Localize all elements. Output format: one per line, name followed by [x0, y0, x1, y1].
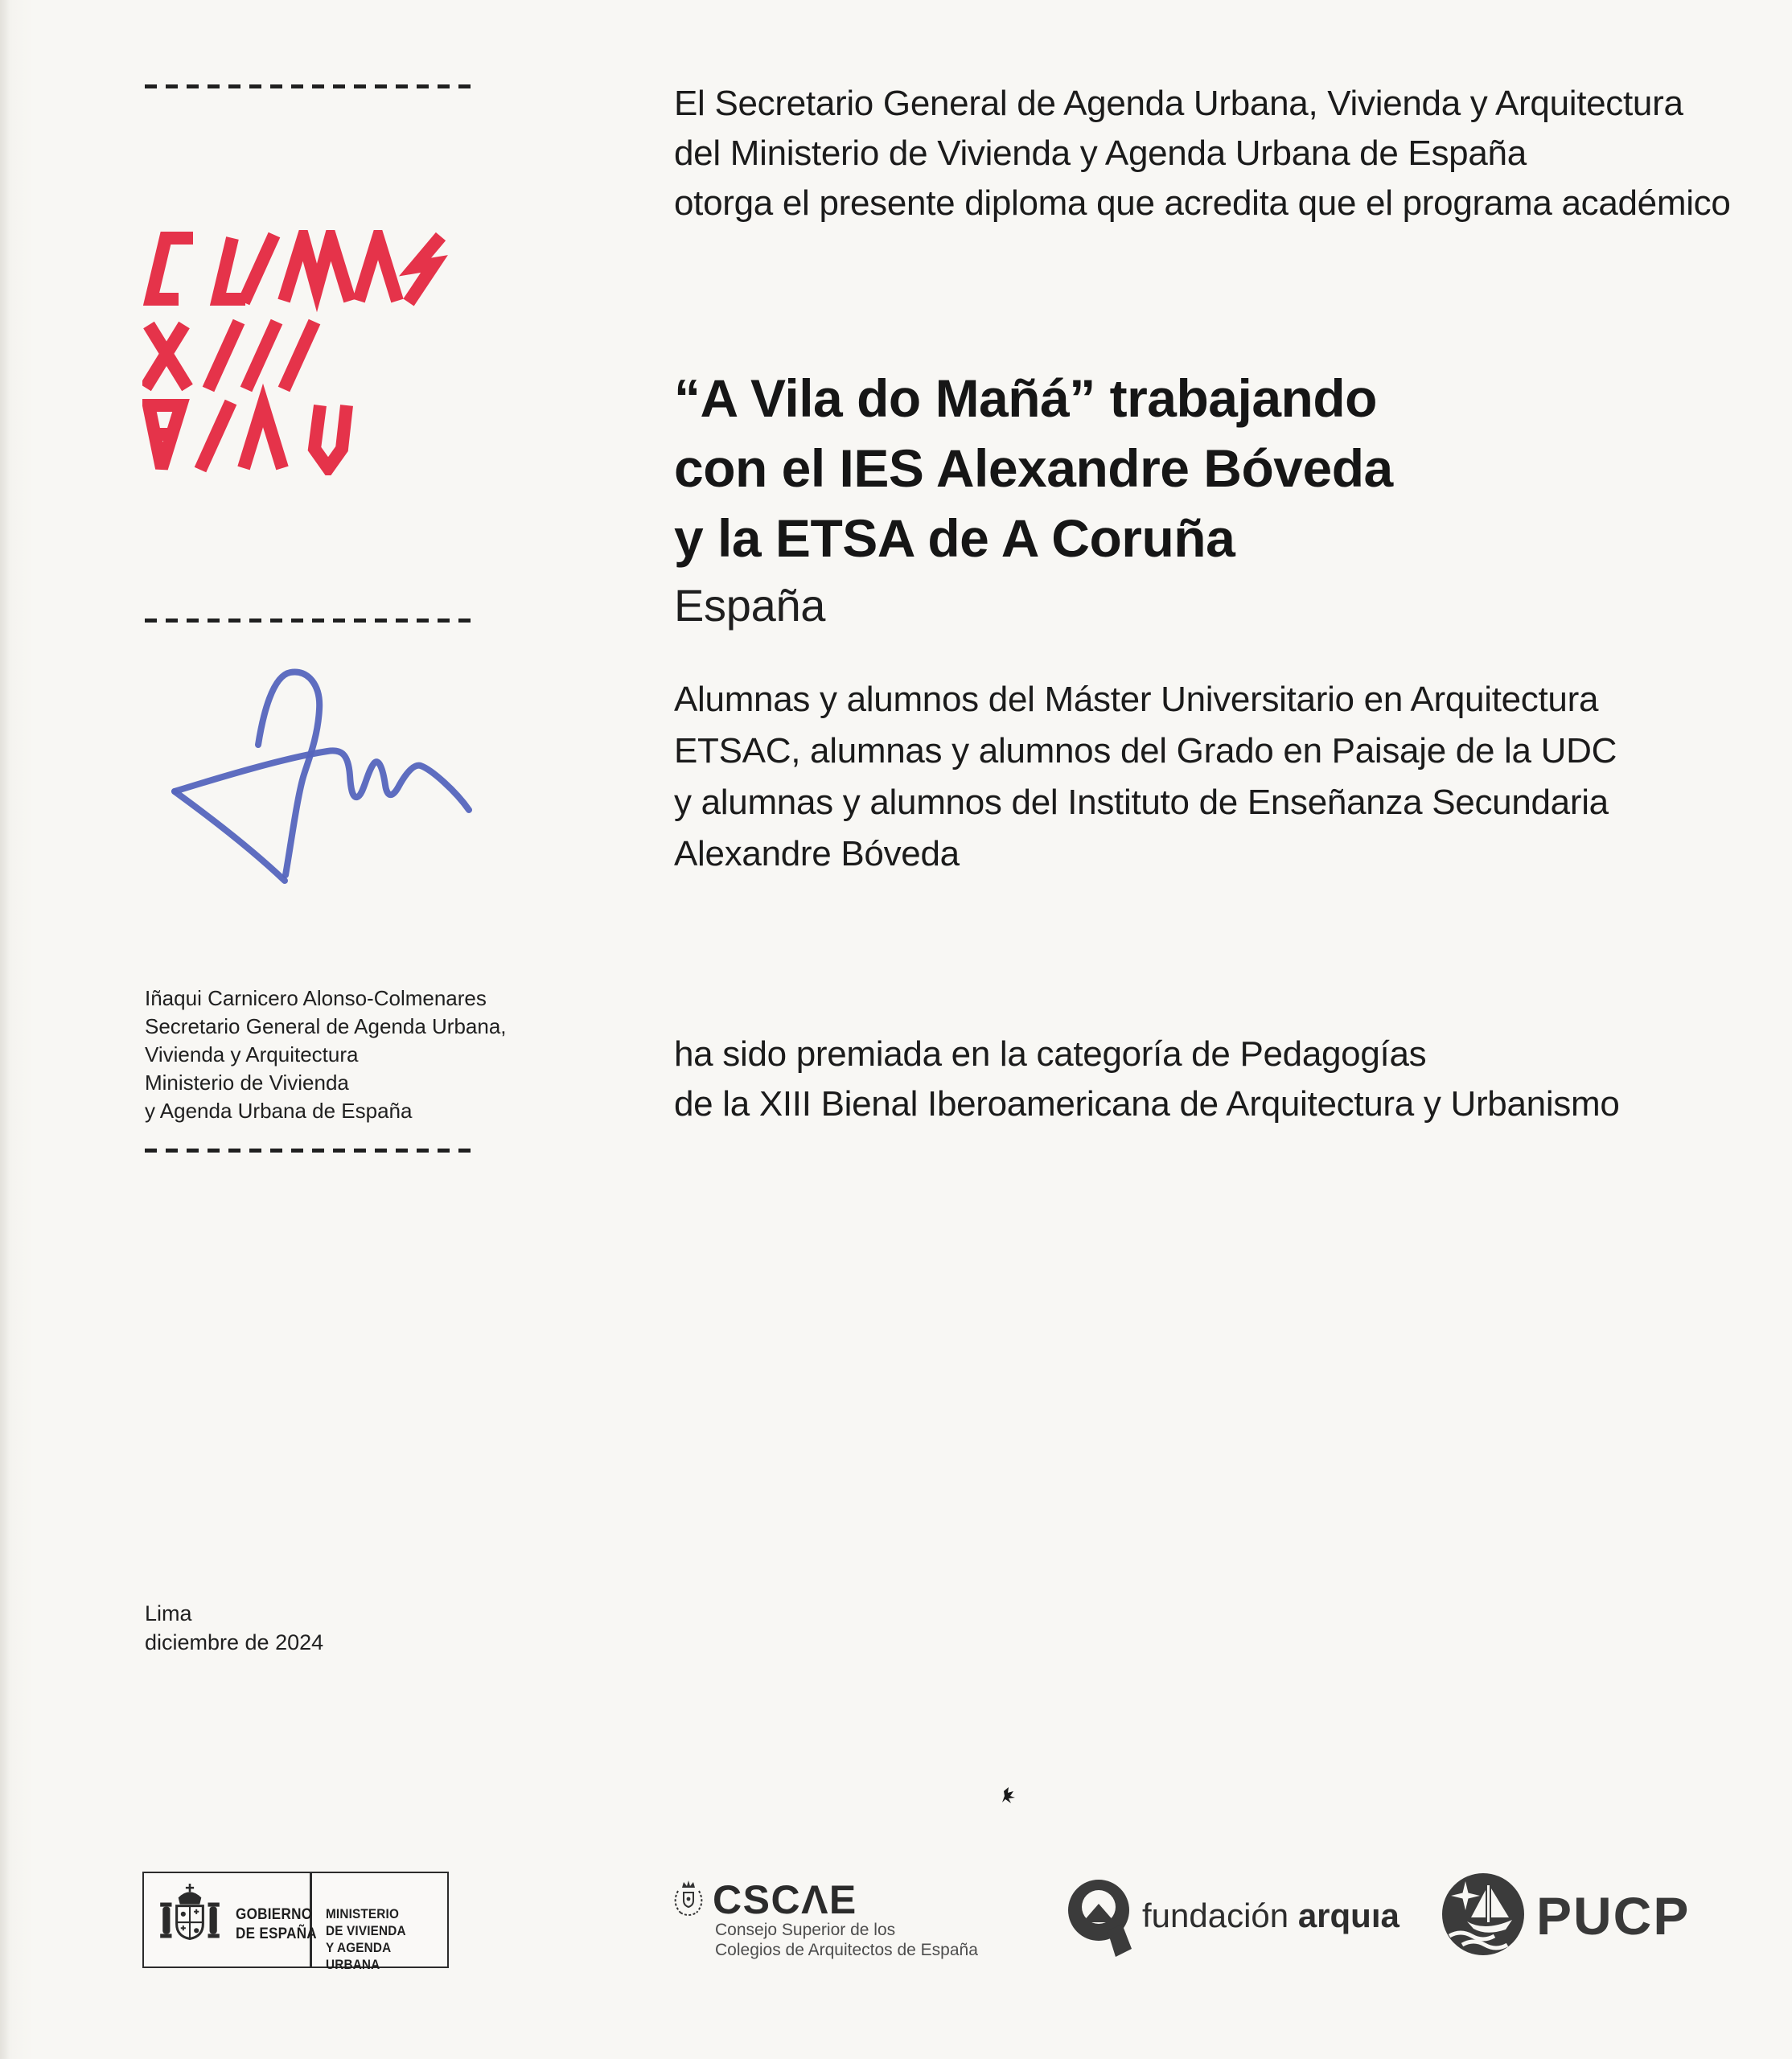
signatory-role-line: y Agenda Urbana de España — [145, 1099, 413, 1123]
recipients-line: Alumnas y alumnos del Máster Universitario en Arquitectura — [674, 680, 1599, 719]
program-title — [674, 364, 1393, 573]
cscae-subtitle — [715, 1920, 978, 1960]
ink-speck — [1000, 1786, 1017, 1805]
signatory-role-line: Ministerio de Vivienda — [145, 1071, 349, 1095]
issuer-line: otorga el presente diploma que acredita que el programa académico — [674, 183, 1731, 223]
cscae-wordmark: CSCΛE — [713, 1877, 857, 1922]
issuer-paragraph — [674, 79, 1731, 228]
divider-dashed-middle — [145, 619, 471, 623]
program-title-line: “A Vila do Mañá” trabajando — [674, 368, 1377, 428]
award-line: de la XIII Bienal Iberoamericana de Arquitectura y Urbanismo — [674, 1084, 1620, 1124]
recipients-paragraph — [674, 674, 1617, 880]
signatory-block — [145, 984, 507, 1125]
biau-climas-logo-icon — [142, 230, 448, 475]
issuer-line: El Secretario General de Agenda Urbana, Vivienda y Arquitectura — [674, 84, 1683, 123]
spain-coat-of-arms-icon — [158, 1884, 221, 1956]
cscae-subtitle-line: Colegios de Arquitectos de España — [715, 1941, 978, 1959]
recipients-line: ETSAC, alumnas y alumnos del Grado en Paisaje de la UDC — [674, 731, 1617, 771]
gobierno-line: GOBIERNO — [236, 1906, 313, 1923]
ministerio-line: MINISTERIO — [326, 1906, 400, 1921]
gobierno-espana-logo — [142, 1872, 449, 1972]
recipients-line: Alexandre Bóveda — [674, 834, 960, 873]
cscae-emblem-icon — [670, 1879, 707, 1917]
program-country: España — [674, 580, 826, 631]
page-edge-shadow — [0, 0, 10, 2059]
cscae-subtitle-line: Consejo Superior de los — [715, 1921, 896, 1939]
award-line: ha sido premiada en la categoría de Pedagogías — [674, 1034, 1427, 1074]
pucp-ship-icon — [1441, 1872, 1525, 1956]
divider-dashed-top — [145, 84, 471, 88]
arquia-brand: arquıa — [1297, 1897, 1399, 1934]
recipients-line: y alumnas y alumnos del Instituto de Enseñanza Secundaria — [674, 783, 1609, 822]
divider-dashed-bottom — [145, 1149, 471, 1153]
arquia-wordmark — [1142, 1897, 1399, 1935]
date: diciembre de 2024 — [145, 1630, 324, 1654]
signatory-role-line: Secretario General de Agenda Urbana, — [145, 1014, 507, 1038]
signatory-role-line: Vivienda y Arquitectura — [145, 1042, 359, 1066]
ministerio-label — [326, 1905, 435, 1973]
arquia-prefix: fundación — [1142, 1897, 1289, 1934]
ministerio-line: Y AGENDA URBANA — [326, 1940, 391, 1972]
gobierno-label — [236, 1905, 317, 1944]
arquia-q-icon — [1067, 1876, 1133, 1958]
place: Lima — [145, 1601, 192, 1625]
pucp-wordmark: PUCP — [1536, 1886, 1691, 1946]
award-paragraph — [674, 1030, 1620, 1129]
program-title-line: y la ETSA de A Coruña — [674, 508, 1235, 568]
gobierno-line: DE ESPAÑA — [236, 1925, 317, 1942]
place-date-block — [145, 1599, 323, 1657]
signature — [165, 658, 479, 891]
ministerio-line: DE VIVIENDA — [326, 1923, 406, 1938]
issuer-line: del Ministerio de Vivienda y Agenda Urbana de España — [674, 134, 1527, 173]
signatory-name: Iñaqui Carnicero Alonso-Colmenares — [145, 986, 487, 1010]
program-title-line: con el IES Alexandre Bóveda — [674, 438, 1393, 498]
